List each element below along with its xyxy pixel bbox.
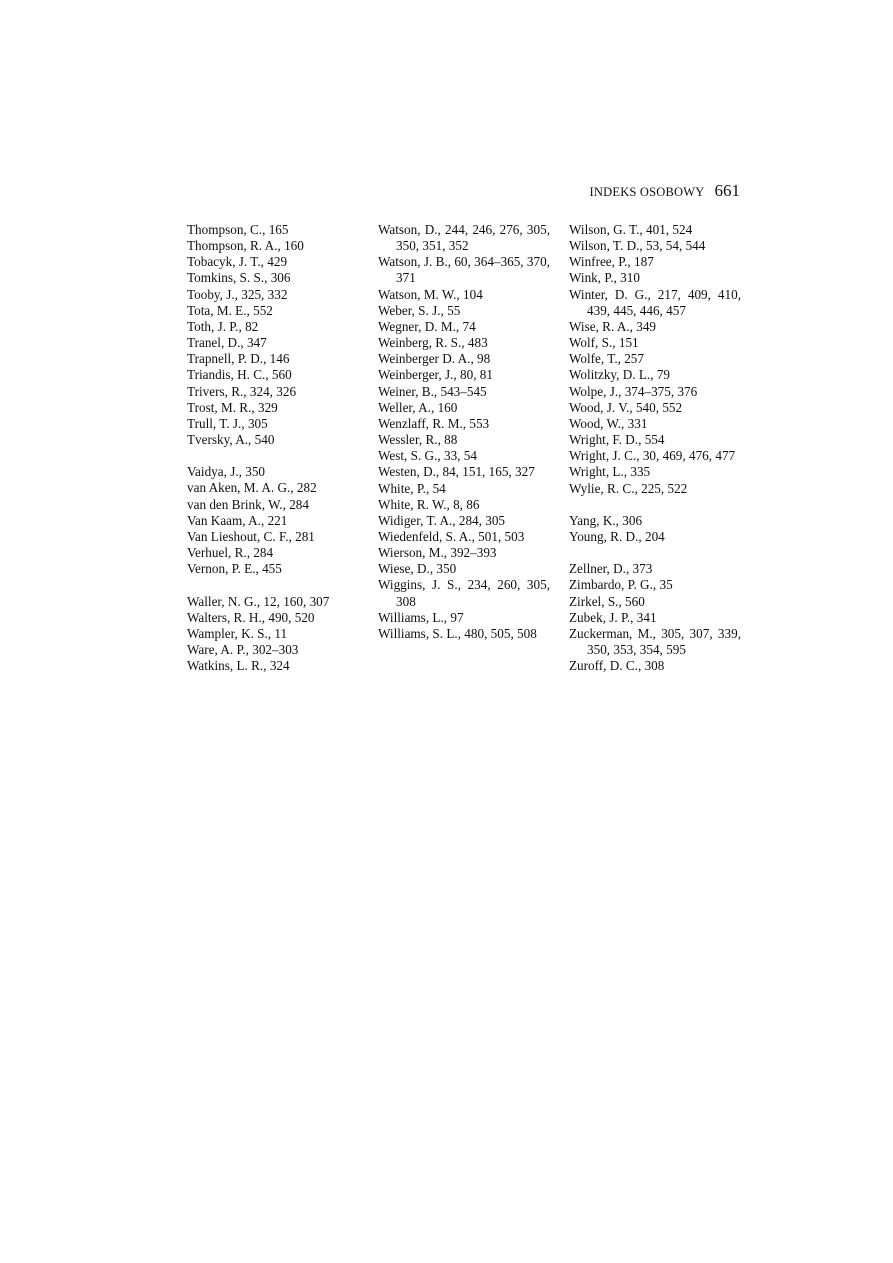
index-entry: Triandis, H. C., 560 [187, 367, 292, 383]
index-entry: Watson, J. B., 60, 364–365, 370, 371 [378, 254, 550, 286]
index-entry: Tversky, A., 540 [187, 432, 275, 448]
index-entry: van Aken, M. A. G., 282 [187, 480, 317, 496]
index-entry: Tooby, J., 325, 332 [187, 286, 288, 302]
index-entry: Verhuel, R., 284 [187, 545, 274, 561]
index-entry: Watson, M. W., 104 [378, 286, 483, 302]
index-entry: Vernon, P. E., 455 [187, 561, 282, 577]
index-entry: Watson, D., 244, 246, 276, 305, 350, 351, 352 [378, 222, 550, 254]
section-title: INDEKS OSOBOWY [589, 185, 705, 199]
index-entry: Wampler, K. S., 11 [187, 625, 288, 641]
index-entry: Wilson, G. T., 401, 524 [569, 222, 693, 237]
index-entry: Winter, D. G., 217, 409, 410, 439, 445, 446, 457 [569, 286, 741, 318]
letter-group-gap [187, 577, 359, 593]
index-entry: Widiger, T. A., 284, 305 [378, 512, 506, 528]
index-entry: Westen, D., 84, 151, 165, 327 [378, 464, 535, 480]
index-entry: Vaidya, J., 350 [187, 464, 266, 480]
index-entry: Wiese, D., 350 [378, 561, 457, 577]
index-entry: Van Lieshout, C. F., 281 [187, 528, 315, 544]
index-entry: Watkins, L. R., 324 [187, 658, 290, 674]
page-number: 661 [714, 181, 740, 200]
index-entry: Wegner, D. M., 74 [378, 318, 476, 334]
index-entry: Weinberger D. A., 98 [378, 351, 491, 367]
index-entry: Weber, S. J., 55 [378, 302, 461, 318]
index-entry: Wolfe, T., 257 [569, 351, 644, 367]
index-entry: Trivers, R., 324, 326 [187, 383, 297, 399]
index-entry: Wilson, T. D., 53, 54, 544 [569, 238, 706, 254]
index-entry: Tranel, D., 347 [187, 335, 267, 351]
index-column-2 [378, 222, 550, 642]
index-entry: Williams, S. L., 480, 505, 508 [378, 625, 537, 641]
index-entry: Zuroff, D. C., 308 [569, 658, 665, 674]
index-entry: Wright, F. D., 554 [569, 432, 665, 448]
index-entry: Walters, R. H., 490, 520 [187, 609, 315, 625]
index-entry: Weiner, B., 543–545 [378, 383, 487, 399]
index-entry: Waller, N. G., 12, 160, 307 [187, 593, 330, 609]
index-entry: Weller, A., 160 [378, 399, 458, 415]
index-column-1 [187, 222, 359, 674]
index-entry: Van Kaam, A., 221 [187, 512, 288, 528]
index-entry: Zuckerman, M., 305, 307, 339, 350, 353, 354, 595 [569, 625, 741, 658]
index-entry: Wierson, M., 392–393 [378, 545, 497, 561]
index-entry: Tobacyk, J. T., 429 [187, 254, 288, 270]
index-entry: Wolpe, J., 374–375, 376 [569, 383, 698, 399]
letter-group-gap [187, 448, 359, 464]
index-entry: Wessler, R., 88 [378, 432, 458, 448]
index-entry: Toth, J. P., 82 [187, 318, 259, 334]
letter-group-gap [569, 545, 741, 561]
index-entry: Wiedenfeld, S. A., 501, 503 [378, 528, 525, 544]
index-entry: Zimbardo, P. G., 35 [569, 577, 673, 593]
index-entry: Wolf, S., 151 [569, 335, 639, 351]
index-entry: Winfree, P., 187 [569, 254, 654, 270]
index-entry: Wink, P., 310 [569, 270, 640, 286]
index-entry: Wolitzky, D. L., 79 [569, 367, 671, 383]
index-entry: Wright, L., 335 [569, 464, 651, 480]
index-entry: Tota, M. E., 552 [187, 302, 273, 318]
index-entry: Thompson, R. A., 160 [187, 238, 304, 254]
index-entry: Zubek, J. P., 341 [569, 609, 657, 625]
running-head [560, 181, 740, 201]
index-entry: Wood, W., 331 [569, 415, 648, 431]
index-entry: West, S. G., 33, 54 [378, 448, 477, 464]
index-entry: Wenzlaff, R. M., 553 [378, 415, 490, 431]
index-entry: Trost, M. R., 329 [187, 399, 278, 415]
index-entry: Young, R. D., 204 [569, 528, 665, 544]
index-entry: Wise, R. A., 349 [569, 318, 657, 334]
index-entry: Tomkins, S. S., 306 [187, 270, 291, 286]
index-column-3 [569, 222, 741, 674]
index-entry: Zellner, D., 373 [569, 561, 653, 577]
index-entry: Weinberger, J., 80, 81 [378, 367, 493, 383]
index-entry: White, P., 54 [378, 480, 446, 496]
index-entry: White, R. W., 8, 86 [378, 496, 480, 512]
index-entry: Zirkel, S., 560 [569, 593, 645, 609]
index-entry: Trull, T. J., 305 [187, 415, 268, 431]
index-entry: van den Brink, W., 284 [187, 496, 309, 512]
letter-group-gap [569, 497, 741, 513]
index-entry: Weinberg, R. S., 483 [378, 335, 488, 351]
index-entry: Wiggins, J. S., 234, 260, 305, 308 [378, 577, 550, 609]
index-entry: Wright, J. C., 30, 469, 476, 477 [569, 448, 736, 464]
index-entry: Trapnell, P. D., 146 [187, 351, 290, 367]
index-entry: Ware, A. P., 302–303 [187, 642, 299, 658]
index-entry: Thompson, C., 165 [187, 222, 289, 237]
index-entry: Wylie, R. C., 225, 522 [569, 480, 688, 496]
index-entry: Williams, L., 97 [378, 609, 464, 625]
index-entry: Yang, K., 306 [569, 512, 643, 528]
index-entry: Wood, J. V., 540, 552 [569, 399, 683, 415]
